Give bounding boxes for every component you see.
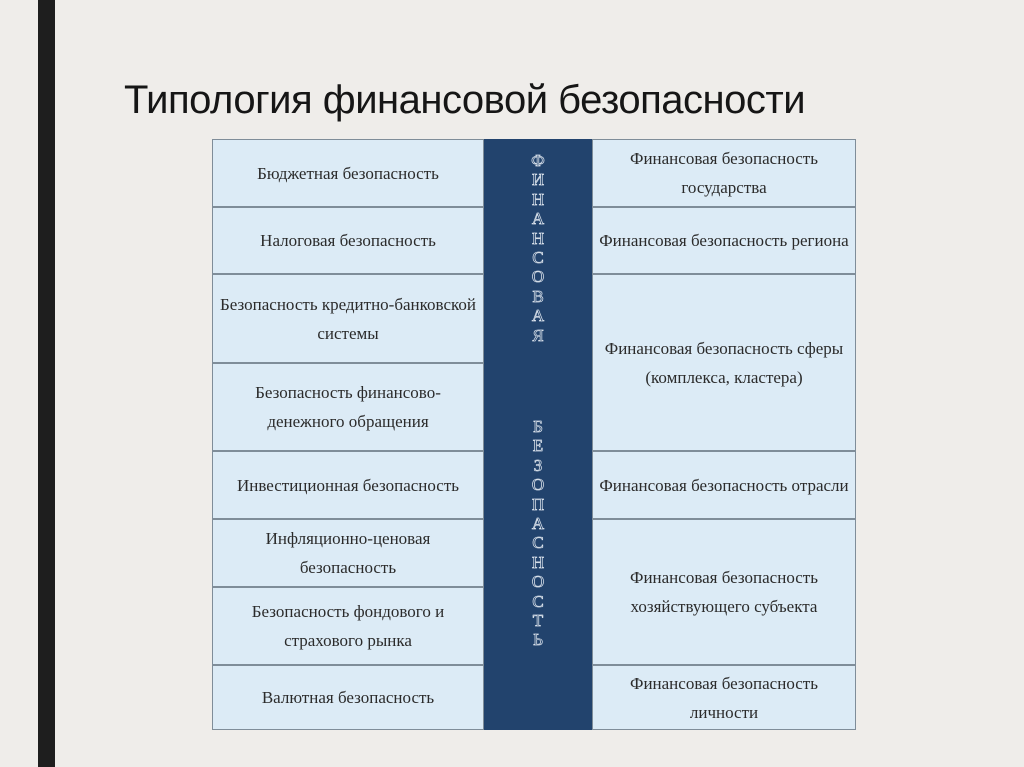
vertical-letter: С bbox=[532, 247, 544, 267]
vertical-letter: А bbox=[531, 513, 545, 533]
vertical-letter: Е bbox=[532, 436, 544, 456]
left-cell-currency: Валютная безопасность bbox=[212, 665, 484, 730]
vertical-letter: Н bbox=[531, 228, 545, 248]
vertical-letter: Ф bbox=[531, 151, 545, 170]
vertical-letter: С bbox=[532, 591, 544, 611]
left-cell-inflation-price: Инфляционно-ценовая безопасность bbox=[212, 519, 484, 587]
left-accent-bar bbox=[38, 0, 55, 767]
vertical-letter: С bbox=[532, 533, 544, 553]
vertical-letter: А bbox=[531, 306, 545, 326]
vertical-letter: Н bbox=[531, 189, 545, 209]
left-cell-credit-banking: Безопасность кредитно-банковской системы bbox=[212, 274, 484, 363]
vertical-letter: О bbox=[531, 475, 545, 495]
right-cell-region: Финансовая безопасность региона bbox=[592, 207, 856, 274]
right-cell-industry: Финансовая безопасность отрасли bbox=[592, 451, 856, 519]
vertical-letter: З bbox=[533, 455, 543, 475]
vertical-letter: Ь bbox=[533, 630, 543, 650]
left-cell-monetary-circulation: Безопасность финансово-денежного обращения bbox=[212, 363, 484, 451]
center-column bbox=[484, 139, 592, 730]
right-cell-state: Финансовая безопасность государства bbox=[592, 139, 856, 207]
left-cell-stock-insurance: Безопасность фондового и страхового рынка bbox=[212, 587, 484, 665]
left-cell-investment: Инвестиционная безопасность bbox=[212, 451, 484, 519]
center-word-financial bbox=[484, 151, 592, 345]
left-cell-budget: Бюджетная безопасность bbox=[212, 139, 484, 207]
right-cell-business-entity: Финансовая безопасность хозяйствующего субъекта bbox=[592, 519, 856, 665]
typology-table bbox=[212, 139, 856, 730]
vertical-letter: Я bbox=[532, 325, 544, 345]
slide-title: Типология финансовой безопасности bbox=[124, 78, 806, 122]
vertical-letter: Б bbox=[533, 417, 543, 436]
vertical-letter: И bbox=[531, 170, 545, 190]
center-word-security bbox=[484, 417, 592, 650]
vertical-letter: О bbox=[531, 572, 545, 592]
right-cell-individual: Финансовая безопасность личности bbox=[592, 665, 856, 730]
vertical-letter: А bbox=[531, 209, 545, 229]
vertical-letter: П bbox=[531, 494, 545, 514]
right-cell-sphere: Финансовая безопасность сферы (комплекса, кластера) bbox=[592, 274, 856, 451]
vertical-letter: Н bbox=[531, 552, 545, 572]
vertical-letter: В bbox=[532, 286, 544, 306]
vertical-letter: Т bbox=[532, 610, 544, 630]
left-cell-tax: Налоговая безопасность bbox=[212, 207, 484, 274]
vertical-letter: О bbox=[531, 267, 545, 287]
